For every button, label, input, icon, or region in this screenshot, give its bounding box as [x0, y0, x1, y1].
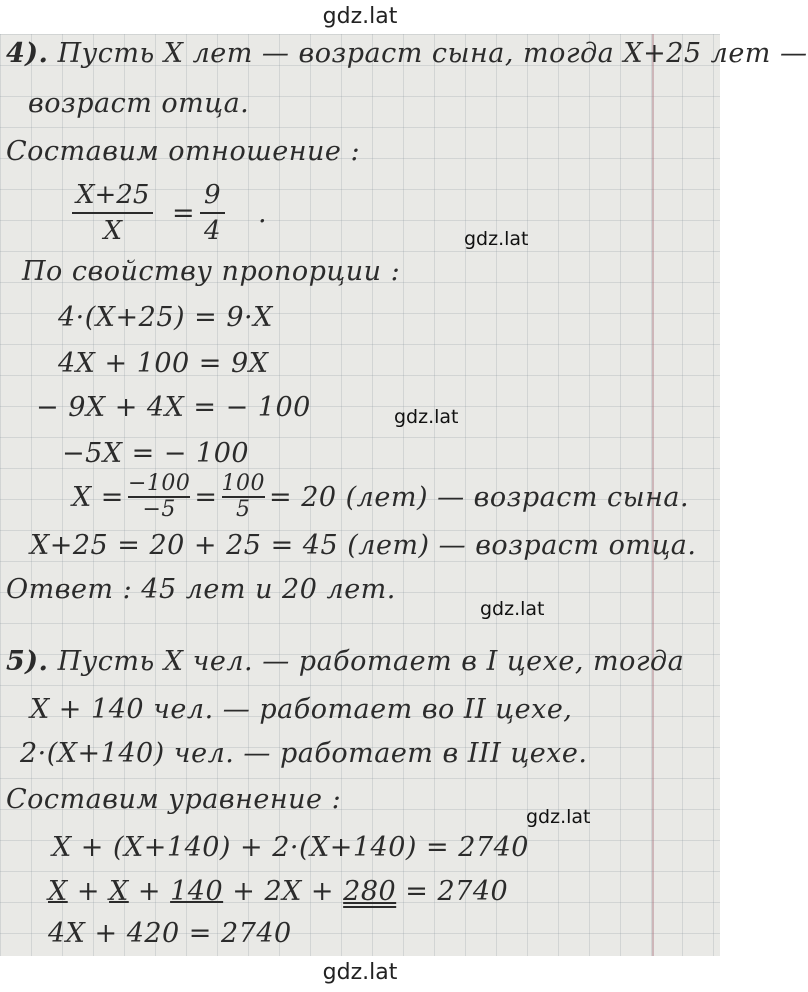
term-plus: +	[76, 876, 100, 907]
solution-fraction-2	[222, 472, 266, 522]
term-double-underlined: 280	[343, 876, 397, 907]
solution-mid: =	[194, 481, 218, 513]
term-underlined: 140	[170, 876, 224, 907]
fraction-bar	[72, 212, 153, 214]
solution-line	[72, 472, 689, 522]
problem4-line5: По свойству пропорции :	[22, 256, 401, 287]
term-underlined: X	[109, 876, 129, 907]
problem4-line2: возраст отца.	[28, 88, 250, 119]
frac-right-numerator: 9	[204, 180, 221, 210]
equation-line: 4X + 100 = 9X	[58, 348, 269, 379]
proportion-period: .	[258, 198, 268, 229]
equation-line: −5X = − 100	[62, 438, 250, 469]
problem4-line3: Составим отношение :	[6, 136, 361, 167]
combine-terms-line	[48, 876, 508, 907]
notebook-page	[0, 34, 808, 956]
watermark: gdz.lat	[480, 598, 545, 620]
solution-fraction-1	[128, 472, 190, 522]
bottom-watermark-band	[0, 956, 720, 992]
problem4-number: 4).	[6, 38, 49, 69]
term-plain: + 2X +	[232, 876, 335, 907]
solution-f2-denominator: 5	[236, 497, 251, 522]
problem4-line1	[6, 38, 808, 69]
term-underlined: X	[48, 876, 68, 907]
problem4-line1-text: Пусть X лет — возраст сына, тогда X+25 лет —	[57, 38, 808, 69]
equation-line: X + (X+140) + 2·(X+140) = 2740	[52, 832, 529, 863]
fraction-bar	[200, 212, 225, 214]
top-watermark: gdz.lat	[322, 4, 398, 29]
watermark: gdz.lat	[464, 228, 529, 250]
solution-f1-denominator: −5	[142, 497, 176, 522]
equation-line: − 9X + 4X = − 100	[36, 392, 311, 423]
watermark: gdz.lat	[394, 406, 459, 428]
proportion-right-fraction	[200, 180, 225, 246]
solution-start: X =	[72, 481, 124, 513]
top-watermark-band	[0, 0, 720, 34]
problem5-line2: X + 140 чел. — работает во II цехе,	[30, 694, 573, 725]
problem5-line1	[6, 646, 684, 677]
problem5-line4: Составим уравнение :	[6, 784, 342, 815]
frac-right-denominator: 4	[204, 216, 221, 246]
problem4-answer: Ответ : 45 лет и 20 лет.	[6, 574, 396, 605]
problem5-number: 5).	[6, 646, 49, 677]
proportion-left-fraction	[72, 180, 153, 246]
equation-line: 4·(X+25) = 9·X	[58, 302, 273, 333]
solution-end: = 20 (лет) — возраст сына.	[269, 481, 690, 513]
term-result: = 2740	[405, 876, 509, 907]
father-age-line: X+25 = 20 + 25 = 45 (лет) — возраст отца.	[30, 530, 697, 561]
frac-left-numerator: X+25	[76, 180, 150, 210]
proportion-equals: =	[172, 198, 196, 229]
term-plus: +	[137, 876, 161, 907]
solution-f2-numerator: 100	[221, 471, 265, 496]
solution-f1-numerator: −100	[127, 471, 191, 496]
problem5-line1-text: Пусть X чел. — работает в I цехе, тогда	[57, 646, 685, 677]
problem5-line3: 2·(X+140) чел. — работает в III цехе.	[20, 738, 588, 769]
frac-left-denominator: X	[103, 216, 122, 246]
equation-line: 4X + 420 = 2740	[48, 918, 292, 949]
watermark: gdz.lat	[526, 806, 591, 828]
bottom-watermark: gdz.lat	[322, 960, 398, 985]
